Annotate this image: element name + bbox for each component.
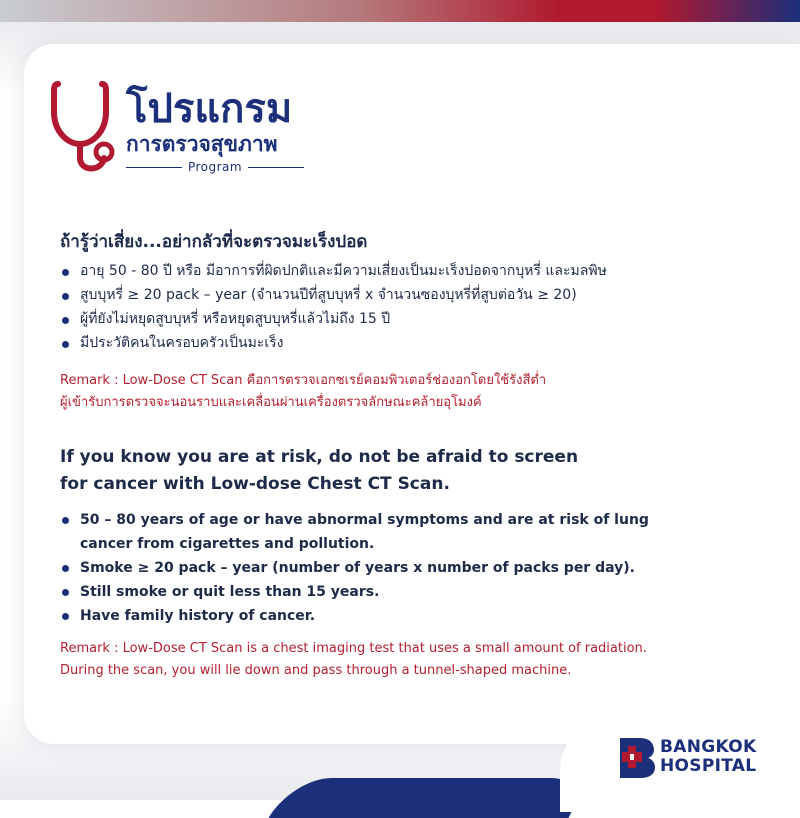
program-title: โปรแกรม bbox=[126, 86, 293, 132]
heading-line: for cancer with Low-dose Chest CT Scan. bbox=[60, 474, 450, 494]
list-item: มีประวัติคนในครอบครัวเป็นมะเร็ง bbox=[60, 332, 607, 356]
list-item: ผู้ที่ยังไม่หยุดสูบบุหรี่ หรือหยุดสูบบุหรี่แล้วไม่ถึง 15 ปี bbox=[60, 308, 607, 332]
program-subtitle: การตรวจสุขภาพ bbox=[126, 132, 278, 156]
list-item: 50 – 80 years of age or have abnormal symptoms and are at risk of lung cancer from cigarettes and pollution. bbox=[60, 508, 700, 556]
remark-line: Remark : Low-Dose CT Scan คือการตรวจเอกซเรย์คอมพิวเตอร์ช่องอกโดยใช้รังสีต่ำ bbox=[60, 373, 547, 388]
program-header bbox=[50, 78, 350, 188]
top-gradient-bar bbox=[0, 0, 800, 22]
bangkok-hospital-logo-icon bbox=[618, 736, 656, 780]
heading-line: If you know you are at risk, do not be afraid to screen bbox=[60, 447, 579, 467]
divider bbox=[126, 167, 182, 168]
divider bbox=[248, 167, 304, 168]
logo-line: HOSPITAL bbox=[660, 756, 757, 776]
remark-line: Remark : Low-Dose CT Scan is a chest imaging test that uses a small amount of radiation. bbox=[60, 641, 647, 656]
remark-line: During the scan, you will lie down and pass through a tunnel-shaped machine. bbox=[60, 663, 572, 678]
thai-heading: ถ้ารู้ว่าเสี่ยง...อย่ากลัวที่จะตรวจมะเร็งปอด bbox=[60, 232, 368, 252]
list-item: Have family history of cancer. bbox=[60, 604, 700, 628]
bangkok-hospital-logo bbox=[618, 736, 778, 780]
remark-line: ผู้เข้ารับการตรวจจะนอนราบและเคลื่อนผ่านเครื่องตรวจลักษณะคล้ายอุโมงค์ bbox=[60, 395, 482, 410]
list-item: Smoke ≥ 20 pack – year (number of years x number of packs per day). bbox=[60, 556, 700, 580]
program-label: Program bbox=[187, 160, 243, 174]
english-remark bbox=[60, 638, 647, 682]
english-risk-list bbox=[60, 508, 700, 628]
english-heading bbox=[60, 444, 620, 498]
logo-text bbox=[660, 738, 756, 776]
list-item: สูบบุหรี่ ≥ 20 pack – year (จำนวนปีที่สูบบุหรี่ x จำนวนซองบุหรี่ที่สูบต่อวัน ≥ 20) bbox=[60, 284, 607, 308]
program-label-row bbox=[126, 159, 304, 175]
thai-risk-list bbox=[60, 260, 607, 356]
list-item: อายุ 50 - 80 ปี หรือ มีอาการที่ผิดปกติและมีความเสี่ยงเป็นมะเร็งปอดจากบุหรี่ และมลพิษ bbox=[60, 260, 607, 284]
stethoscope-icon bbox=[50, 78, 120, 178]
bottom-navy-swoosh bbox=[268, 778, 591, 818]
logo-line: BANGKOK bbox=[660, 737, 757, 757]
thai-remark bbox=[60, 370, 546, 414]
list-item: Still smoke or quit less than 15 years. bbox=[60, 580, 700, 604]
